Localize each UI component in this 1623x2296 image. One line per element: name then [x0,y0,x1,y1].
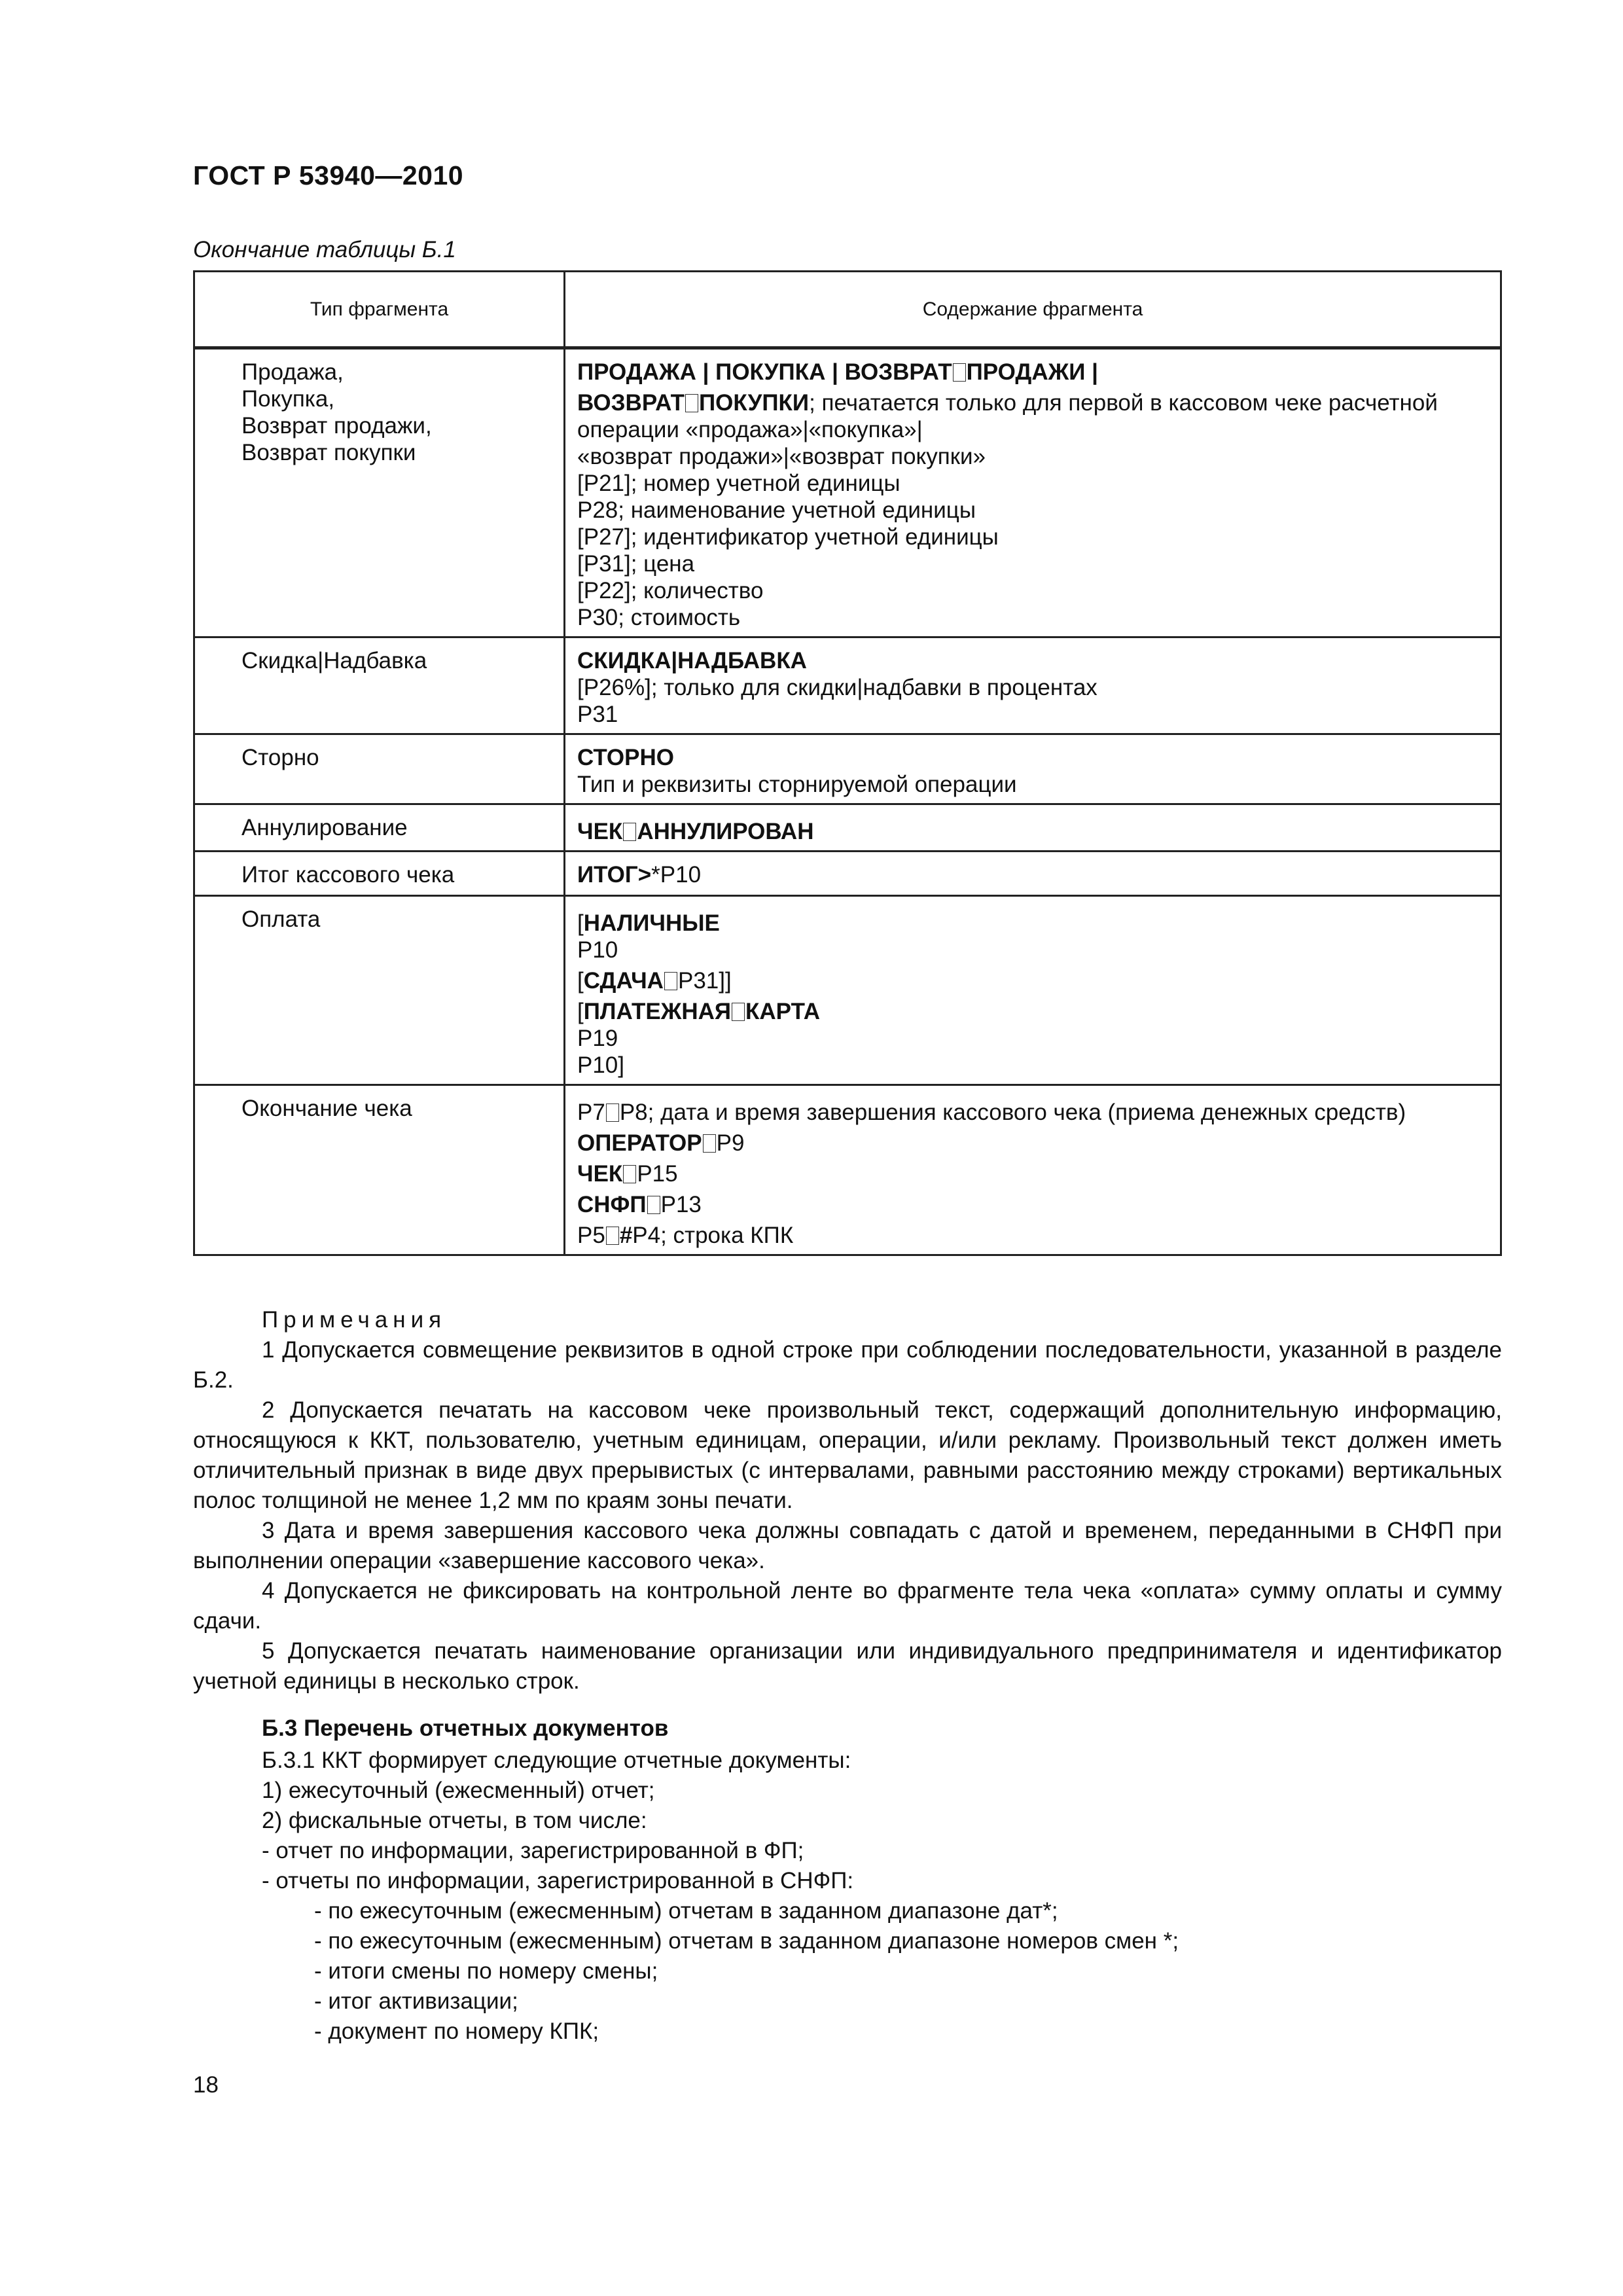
content-text: *P10 [651,862,702,888]
content-bold-text: ИТОГ> [577,862,652,888]
section-line: - отчет по информации, зарегистрированной в ФП; [262,1838,804,1863]
content-line: P19 [577,1026,618,1051]
fragment-content-cell [565,804,1501,852]
space-box-icon [953,363,966,382]
column-header-type: Тип фрагмента [194,272,565,348]
content-line [577,1130,1491,1157]
content-text: P5 [577,1223,605,1248]
content-bold-text: ПОКУПКИ [699,390,810,416]
space-box-icon [664,972,677,990]
content-text: P7 [577,1100,605,1125]
section-subline: - итог активизации; [314,1988,518,2014]
content-line: P10 [577,937,618,963]
table-caption: Окончание таблицы Б.1 [193,237,456,262]
section-line: 1) ежесуточный (ежесменный) отчет; [262,1778,655,1803]
content-bold-text: ОПЕРАТОР [577,1130,702,1156]
table-row [194,804,1501,852]
column-header-content: Содержание фрагмента [565,272,1501,348]
content-line [577,861,1491,888]
section-subline: - по ежесуточным (ежесменным) отчетам в заданном диапазоне дат*; [314,1898,1058,1924]
content-text: P15 [637,1161,678,1187]
note-item: 1 Допускается совмещение реквизитов в одной строке при соблюдении последовательности, указанной в разделе Б.2. [193,1337,1502,1393]
content-line: «возврат продажи»|«возврат покупки» [577,444,986,469]
notes-block [193,1305,1502,1696]
content-line: Тип и реквизиты сторнируемой операции [577,772,1017,797]
content-line: [P22]; количество [577,578,764,603]
space-box-icon [732,1003,745,1021]
content-text: P8; дата и время завершения кассового чека (приема денежных средств) [619,1100,1406,1125]
fragment-type-line: Покупка, [241,386,335,412]
content-bold-text: ПРОДАЖИ | [966,359,1098,385]
content-bold-text: СДАЧА [583,968,664,994]
fragment-type-cell: Окончание чека [194,1085,565,1255]
section-subline: - итоги смены по номеру смены; [314,1958,658,1984]
content-text: ; печатается только для первой в кассовом чеке расчетной [809,390,1438,416]
document-code: ГОСТ Р 53940—2010 [193,160,464,190]
content-line: СКИДКА|НАДБАВКА [577,648,807,673]
content-bold-text: КАРТА [745,999,821,1024]
content-bold-text: НАЛИЧНЫЕ [583,910,720,936]
section-subline: - документ по номеру КПК; [314,2018,599,2044]
content-line: СТОРНО [577,745,674,770]
content-line [577,1191,1491,1218]
content-line: P30; стоимость [577,605,741,630]
space-box-icon [623,823,636,841]
space-box-icon [685,394,698,412]
table-header-row [194,272,1501,348]
content-line: P10] [577,1052,624,1078]
content-bold-text: АННУЛИРОВАН [637,819,814,844]
content-line [577,998,1491,1025]
fragment-content-cell [565,896,1501,1085]
content-line: [P27]; идентификатор учетной единицы [577,524,999,550]
content-text: P13 [660,1192,702,1217]
fragment-type-line: Возврат продажи, [241,413,432,439]
space-box-icon [703,1134,716,1153]
fragment-type-cell: Скидка|Надбавка [194,637,565,734]
space-box-icon [606,1227,619,1245]
content-bold-text: СНФП [577,1192,647,1217]
content-line: P31 [577,702,618,727]
content-line [577,910,1491,937]
content-line [577,1222,1491,1249]
content-line [577,389,1491,416]
fragments-table [193,270,1502,1256]
table-row [194,637,1501,734]
fragment-type-cell: Аннулирование [194,804,565,852]
content-text: [ [577,968,584,994]
fragment-content-cell [565,637,1501,734]
fragment-type-cell [194,348,565,637]
content-text: P4; строка КПК [632,1223,794,1248]
content-text: [ [577,999,584,1024]
section-subline: - по ежесуточным (ежесменным) отчетам в заданном диапазоне номеров смен *; [314,1928,1179,1954]
content-line [577,359,1491,386]
space-box-icon [623,1165,636,1183]
fragment-content-cell [565,348,1501,637]
space-box-icon [647,1196,660,1214]
table-row [194,852,1501,896]
fragment-type-cell: Оплата [194,896,565,1085]
content-line [577,967,1491,994]
content-text: [ [577,910,584,936]
table-row [194,348,1501,637]
space-box-icon [606,1103,619,1122]
content-bold-text: ЧЕК [577,1161,623,1187]
note-item: 4 Допускается не фиксировать на контрольной ленте во фрагменте тела чека «оплата» сумму оплаты и сумму сдачи. [193,1578,1502,1634]
content-line: [P26%]; только для скидки|надбавки в процентах [577,675,1097,700]
fragment-type-line: Продажа, [241,359,344,385]
notes-title: Примечания [262,1307,447,1333]
content-line: операции «продажа»|«покупка»| [577,417,923,442]
fragment-content-cell [565,734,1501,804]
fragment-type-line: Возврат покупки [241,440,416,465]
table-row [194,734,1501,804]
note-item: 3 Дата и время завершения кассового чека должны совпадать с датой и временем, переданными в СНФП при выполнении операции «завершение кассового чека». [193,1518,1502,1573]
section-title: Б.3 Перечень отчетных документов [262,1715,669,1741]
content-line: [P31]; цена [577,551,695,577]
content-bold-text: ВОЗВРАТ [577,390,685,416]
section-line: 2) фискальные отчеты, в том числе: [262,1808,647,1833]
content-line: [P21]; номер учетной единицы [577,471,901,496]
content-bold-text: ПРОДАЖА | ПОКУПКА | ВОЗВРАТ [577,359,952,385]
fragment-content-cell [565,852,1501,896]
note-item: 5 Допускается печатать наименование организации или индивидуального предпринимателя и идентификатор учетной единицы в несколько строк. [193,1638,1502,1694]
section-line: Б.3.1 ККТ формирует следующие отчетные документы: [262,1748,851,1773]
content-bold-text: # [619,1223,633,1248]
table-row [194,896,1501,1085]
content-line: P28; наименование учетной единицы [577,497,976,523]
content-bold-text: ПЛАТЕЖНАЯ [583,999,732,1024]
section-line: - отчеты по информации, зарегистрированной в СНФП: [262,1868,854,1893]
table-row [194,1085,1501,1255]
page-number: 18 [193,2072,219,2098]
content-text: P31]] [677,968,732,994]
content-line [577,1160,1491,1187]
fragment-content-cell [565,1085,1501,1255]
content-bold-text: ЧЕК [577,819,623,844]
fragment-type-cell: Сторно [194,734,565,804]
content-text: P9 [716,1130,745,1156]
content-line [577,1099,1491,1126]
fragment-type-cell: Итог кассового чека [194,852,565,896]
note-item: 2 Допускается печатать на кассовом чеке произвольный текст, содержащий дополнительную информацию, относящуюся к ККТ, пользователю, учетным единицам, операции, и/или рекламу. Произвольный текст должен иметь отличительный признак в виде двух прерывистых (с интервалами, равными расстоянию между строками) вертикальных полос толщиной не менее 1,2 мм по краям зоны печати. [193,1397,1502,1513]
content-line [577,818,1491,845]
section-b3 [193,1713,1502,2047]
